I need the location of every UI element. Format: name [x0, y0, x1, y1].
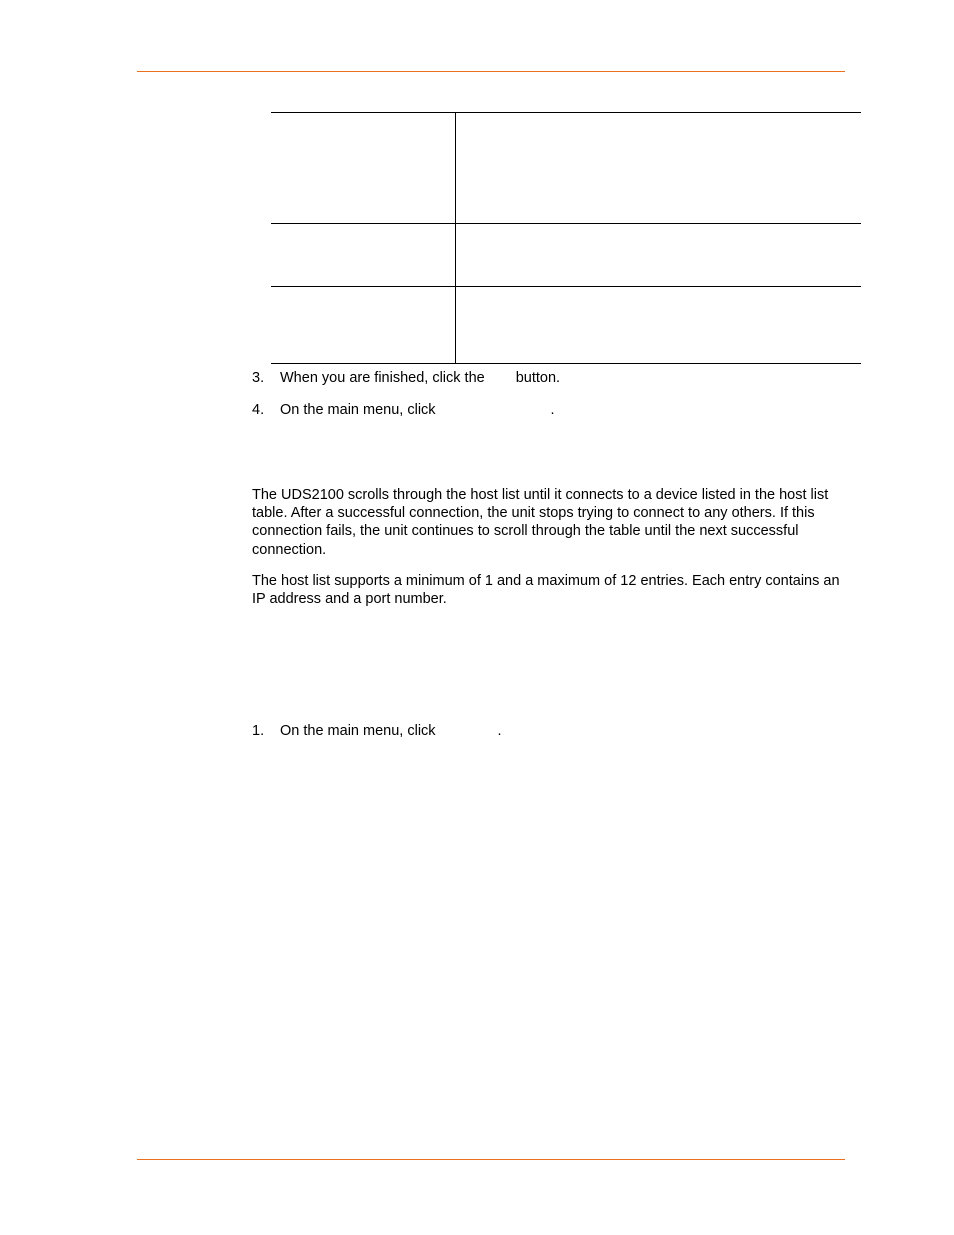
table-column-divider [455, 112, 456, 363]
step-text-end: button. [515, 370, 561, 386]
step-text-end: . [550, 402, 555, 418]
step-text: When you are finished, click the [280, 370, 485, 386]
table-row [271, 112, 455, 223]
step-number: 1. [252, 723, 265, 739]
step-text-end: . [497, 723, 502, 739]
step-text: On the main menu, click [280, 402, 436, 418]
step-4 [252, 401, 555, 419]
step-text: On the main menu, click [280, 723, 436, 739]
header-rule [137, 71, 845, 72]
step-1 [252, 722, 502, 740]
step-3 [252, 369, 560, 387]
body-paragraph: The host list supports a minimum of 1 and a maximum of 12 entries. Each entry contains an IP address and a port number. [252, 573, 840, 608]
step-number: 3. [252, 370, 265, 386]
table-border-bottom [271, 363, 861, 364]
table-row [271, 286, 455, 363]
body-paragraph: The UDS2100 scrolls through the host list until it connects to a device listed in the host list table. After a successful connection, the unit stops trying to connect to any others. If this connection fails, the unit continues to scroll through the table until the next successful connection. [252, 487, 829, 558]
step-number: 4. [252, 402, 265, 418]
table-row [271, 223, 455, 286]
footer-rule [137, 1159, 845, 1160]
settings-table [271, 112, 861, 364]
